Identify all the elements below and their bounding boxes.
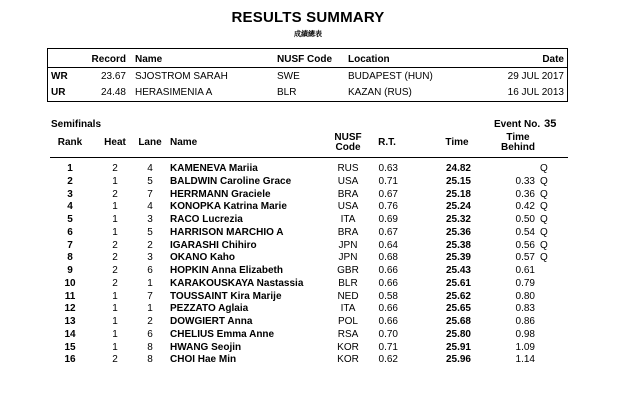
qualified-mark: Q bbox=[540, 239, 548, 251]
result-lane: 4 bbox=[147, 163, 153, 174]
qualified-mark: Q bbox=[540, 175, 548, 187]
page-subtitle: 成績總表 bbox=[294, 31, 322, 38]
table-row bbox=[50, 278, 580, 290]
result-name: CHOI Hae Min bbox=[170, 354, 237, 366]
result-time: 25.65 bbox=[445, 303, 471, 315]
col-nusf-line1: NUSF bbox=[334, 132, 362, 143]
result-time-behind: 0.98 bbox=[515, 328, 535, 340]
result-heat: 2 bbox=[112, 188, 118, 200]
result-heat: 1 bbox=[112, 201, 118, 213]
result-time-behind: 0.54 bbox=[515, 226, 535, 238]
result-rank: 5 bbox=[67, 214, 73, 225]
event-label-text: Event No. bbox=[494, 119, 541, 130]
result-name: IGARASHI Chihiro bbox=[170, 239, 257, 251]
result-lane: 1 bbox=[147, 277, 153, 289]
result-name: KARAKOUSKAYA Nastassia bbox=[170, 277, 304, 289]
result-lane: 5 bbox=[147, 226, 153, 238]
record-date: 29 JUL 2017 bbox=[507, 71, 564, 82]
result-lane: 2 bbox=[147, 316, 153, 327]
result-time-behind: 0.61 bbox=[515, 265, 535, 276]
result-time: 25.61 bbox=[445, 277, 471, 289]
table-row bbox=[50, 189, 580, 201]
record-row-wr bbox=[48, 69, 567, 84]
result-reaction-time: 0.66 bbox=[378, 265, 398, 276]
result-lane: 7 bbox=[147, 290, 153, 302]
result-time: 25.68 bbox=[445, 316, 471, 327]
qualified-mark: Q bbox=[540, 252, 548, 264]
table-row bbox=[50, 240, 580, 252]
result-nusf: BRA bbox=[337, 226, 359, 238]
results-header-row bbox=[50, 132, 568, 158]
record-nusf: BLR bbox=[277, 87, 297, 98]
table-row bbox=[50, 201, 580, 213]
result-name: OKANO Kaho bbox=[170, 252, 235, 264]
record-time: 24.48 bbox=[100, 87, 126, 98]
result-time: 25.15 bbox=[445, 175, 471, 187]
result-reaction-time: 0.66 bbox=[378, 277, 398, 289]
qualified-mark: Q bbox=[540, 188, 548, 200]
result-nusf: RSA bbox=[337, 328, 359, 340]
table-row bbox=[50, 354, 580, 366]
result-rank: 11 bbox=[64, 290, 76, 302]
result-lane: 2 bbox=[147, 239, 153, 251]
result-heat: 1 bbox=[112, 316, 118, 327]
result-time: 25.96 bbox=[445, 354, 471, 366]
result-rank: 7 bbox=[67, 239, 73, 251]
section-label: Semifinals bbox=[51, 119, 102, 130]
result-heat: 1 bbox=[112, 226, 118, 238]
result-rank: 12 bbox=[64, 303, 76, 315]
result-time-behind: 0.86 bbox=[515, 316, 535, 327]
col-name: Name bbox=[170, 137, 198, 148]
result-time-behind: 0.42 bbox=[515, 201, 535, 213]
result-rank: 16 bbox=[64, 354, 76, 366]
table-row bbox=[50, 342, 580, 354]
result-nusf: ITA bbox=[340, 214, 356, 225]
result-reaction-time: 0.69 bbox=[378, 214, 398, 225]
col-rank: Rank bbox=[57, 137, 83, 148]
result-time-behind: 0.79 bbox=[515, 277, 535, 289]
qualified-mark: Q bbox=[540, 163, 548, 174]
result-nusf: RUS bbox=[337, 163, 359, 174]
result-time: 25.80 bbox=[445, 328, 471, 340]
result-time-behind: 0.57 bbox=[515, 252, 535, 264]
result-lane: 6 bbox=[147, 265, 153, 276]
result-nusf: USA bbox=[337, 175, 359, 187]
result-heat: 2 bbox=[112, 265, 118, 276]
records-divider bbox=[48, 67, 567, 68]
table-row bbox=[50, 265, 580, 277]
result-time-behind: 0.80 bbox=[515, 290, 535, 302]
result-lane: 3 bbox=[147, 214, 153, 225]
result-name: HOPKIN Anna Elizabeth bbox=[170, 265, 283, 276]
result-time-behind: 0.56 bbox=[515, 239, 535, 251]
result-nusf: KOR bbox=[337, 341, 359, 353]
result-name: HWANG Seojin bbox=[170, 341, 242, 353]
result-reaction-time: 0.58 bbox=[378, 290, 398, 302]
records-header-record: Record bbox=[91, 54, 126, 65]
result-reaction-time: 0.76 bbox=[378, 201, 398, 213]
result-time: 25.24 bbox=[445, 201, 471, 213]
result-reaction-time: 0.66 bbox=[378, 316, 398, 327]
records-header-row bbox=[48, 52, 567, 67]
result-heat: 1 bbox=[112, 303, 118, 315]
records-header-nusf: NUSF Code bbox=[277, 54, 332, 65]
result-time: 25.38 bbox=[445, 239, 471, 251]
qualified-mark: Q bbox=[540, 226, 548, 238]
result-time-behind: 0.36 bbox=[515, 188, 535, 200]
result-name: HARRISON MARCHIO A bbox=[170, 226, 284, 238]
records-header-location: Location bbox=[348, 54, 390, 65]
result-heat: 1 bbox=[112, 214, 118, 225]
result-nusf: NED bbox=[337, 290, 359, 302]
record-row-ur bbox=[48, 85, 567, 100]
result-time-behind: 0.83 bbox=[515, 303, 535, 315]
result-nusf: BLR bbox=[338, 277, 358, 289]
record-holder: HERASIMENIA A bbox=[135, 87, 213, 98]
table-row bbox=[50, 252, 580, 264]
result-rank: 2 bbox=[67, 175, 73, 187]
result-reaction-time: 0.68 bbox=[378, 252, 398, 264]
records-header-name: Name bbox=[135, 54, 163, 65]
result-rank: 13 bbox=[64, 316, 76, 327]
result-lane: 5 bbox=[147, 175, 153, 187]
result-heat: 2 bbox=[112, 239, 118, 251]
col-behind-line2: Behind bbox=[501, 142, 535, 153]
result-reaction-time: 0.71 bbox=[378, 341, 398, 353]
result-heat: 1 bbox=[112, 328, 118, 340]
table-row bbox=[50, 227, 580, 239]
result-lane: 7 bbox=[147, 188, 153, 200]
result-name: RACO Lucrezia bbox=[170, 214, 243, 225]
event-number: 35 bbox=[544, 118, 557, 130]
record-nusf: SWE bbox=[277, 71, 300, 82]
col-heat: Heat bbox=[104, 137, 126, 148]
table-row bbox=[50, 291, 580, 303]
col-nusf-line2: Code bbox=[335, 142, 361, 153]
result-heat: 1 bbox=[112, 341, 118, 353]
result-name: DOWGIERT Anna bbox=[170, 316, 253, 327]
result-rank: 10 bbox=[64, 277, 76, 289]
records-header-date: Date bbox=[542, 54, 564, 65]
col-time: Time bbox=[445, 137, 469, 148]
result-time: 25.43 bbox=[445, 265, 471, 276]
result-time: 24.82 bbox=[445, 163, 471, 174]
table-row bbox=[50, 329, 580, 341]
event-number-label bbox=[494, 118, 556, 130]
qualified-mark: Q bbox=[540, 214, 548, 225]
col-behind-line1: Time bbox=[506, 132, 530, 143]
page-title: RESULTS SUMMARY bbox=[231, 9, 385, 26]
result-time: 25.62 bbox=[445, 290, 471, 302]
result-reaction-time: 0.71 bbox=[378, 175, 398, 187]
result-reaction-time: 0.67 bbox=[378, 188, 398, 200]
result-lane: 3 bbox=[147, 252, 153, 264]
record-holder: SJOSTROM SARAH bbox=[135, 71, 228, 82]
result-lane: 4 bbox=[147, 201, 153, 213]
result-time: 25.36 bbox=[445, 226, 471, 238]
result-name: TOUSSAINT Kira Marije bbox=[170, 290, 282, 302]
result-time: 25.32 bbox=[445, 214, 471, 225]
record-code: UR bbox=[51, 87, 66, 98]
table-row bbox=[50, 316, 580, 328]
record-date: 16 JUL 2013 bbox=[507, 87, 564, 98]
record-time: 23.67 bbox=[100, 71, 126, 82]
result-heat: 2 bbox=[112, 252, 118, 264]
result-time-behind: 0.50 bbox=[515, 214, 535, 225]
result-reaction-time: 0.62 bbox=[378, 354, 398, 366]
result-nusf: USA bbox=[337, 201, 359, 213]
result-lane: 6 bbox=[147, 328, 153, 340]
record-code: WR bbox=[51, 71, 68, 82]
result-lane: 1 bbox=[147, 303, 153, 315]
result-nusf: BRA bbox=[337, 188, 359, 200]
result-time-behind: 1.09 bbox=[515, 341, 535, 353]
table-row bbox=[50, 163, 580, 175]
result-rank: 1 bbox=[67, 163, 73, 174]
result-name: CHELIUS Emma Anne bbox=[170, 328, 275, 340]
result-heat: 2 bbox=[112, 163, 118, 174]
table-row bbox=[50, 303, 580, 315]
result-time-behind: 1.14 bbox=[515, 354, 535, 366]
result-heat: 2 bbox=[112, 354, 118, 366]
result-rank: 15 bbox=[64, 341, 76, 353]
result-time: 25.39 bbox=[445, 252, 471, 264]
result-name: HERRMANN Graciele bbox=[170, 188, 271, 200]
result-heat: 1 bbox=[112, 175, 118, 187]
result-reaction-time: 0.66 bbox=[378, 303, 398, 315]
col-rt: R.T. bbox=[378, 137, 396, 148]
qualified-mark: Q bbox=[540, 201, 548, 213]
col-lane: Lane bbox=[138, 137, 162, 148]
result-reaction-time: 0.63 bbox=[378, 163, 398, 174]
result-name: KONOPKA Katrina Marie bbox=[170, 201, 287, 213]
result-rank: 4 bbox=[67, 201, 73, 213]
result-rank: 8 bbox=[67, 252, 73, 264]
result-time: 25.91 bbox=[445, 341, 471, 353]
result-reaction-time: 0.67 bbox=[378, 226, 398, 238]
result-nusf: JPN bbox=[338, 252, 358, 264]
result-reaction-time: 0.64 bbox=[378, 239, 398, 251]
result-time: 25.18 bbox=[445, 188, 471, 200]
result-nusf: POL bbox=[337, 316, 358, 327]
record-location: BUDAPEST (HUN) bbox=[348, 71, 433, 82]
result-heat: 2 bbox=[112, 277, 118, 289]
result-reaction-time: 0.70 bbox=[378, 328, 398, 340]
result-name: BALDWIN Caroline Grace bbox=[170, 175, 292, 187]
result-name: PEZZATO Aglaia bbox=[170, 303, 249, 315]
result-time-behind: 0.33 bbox=[515, 175, 535, 187]
result-rank: 14 bbox=[64, 328, 76, 340]
result-name: KAMENEVA Mariia bbox=[170, 163, 258, 174]
records-box bbox=[47, 48, 568, 102]
result-nusf: JPN bbox=[338, 239, 358, 251]
result-rank: 6 bbox=[67, 226, 73, 238]
table-row bbox=[50, 176, 580, 188]
result-lane: 8 bbox=[147, 354, 153, 366]
record-location: KAZAN (RUS) bbox=[348, 87, 412, 98]
table-row bbox=[50, 214, 580, 226]
result-rank: 9 bbox=[67, 265, 73, 276]
result-nusf: GBR bbox=[337, 265, 359, 276]
result-lane: 8 bbox=[147, 341, 153, 353]
result-nusf: ITA bbox=[340, 303, 356, 315]
result-nusf: KOR bbox=[337, 354, 359, 366]
result-rank: 3 bbox=[67, 188, 73, 200]
result-heat: 1 bbox=[112, 290, 118, 302]
